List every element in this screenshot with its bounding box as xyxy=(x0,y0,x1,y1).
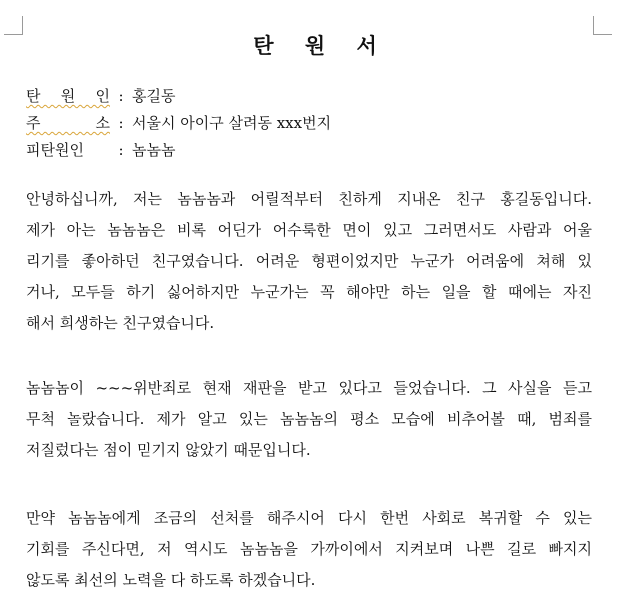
text-line: 거나, 모두들 하기 싫어하지만 누군가는 꼭 해야만 하는 일을 할 때에는 자진 xyxy=(26,283,592,301)
petitioner-value: 홍길동 xyxy=(132,87,176,105)
petition-info-block xyxy=(26,83,331,164)
text-line: 안녕하십니까, 저는 놈놈놈과 어릴적부터 친하게 지내온 친구 홍길동입니다. xyxy=(26,190,592,208)
text-line: 무척 놀랐습니다. 제가 알고 있는 놈놈놈의 평소 모습에 비추어볼 때, 범죄를 xyxy=(26,410,592,428)
petitioner-label: 탄 원 인 xyxy=(26,87,110,105)
text-line: 제가 아는 놈놈놈은 비록 어딘가 어수룩한 면이 있고 그러면서도 사람과 어울 xyxy=(26,221,592,239)
text-line: 놈놈놈이 ~~~위반죄로 현재 재판을 받고 있다고 들었습니다. 그 사실을 듣고 xyxy=(26,379,592,397)
address-value: 서울시 아이구 살려동 xxx번지 xyxy=(132,114,332,132)
body-paragraph-3 xyxy=(26,503,592,596)
respondent-row xyxy=(26,137,331,164)
address-row xyxy=(26,110,331,137)
text-line: 않도록 최선의 노력을 다 하도록 하겠습니다. xyxy=(26,571,316,589)
document-title: 탄 원 서 xyxy=(253,33,389,58)
respondent-value: 놈놈놈 xyxy=(132,141,176,159)
body-paragraph-1 xyxy=(26,184,592,339)
text-line: 저질렀다는 점이 믿기지 않았기 때문입니다. xyxy=(26,441,311,459)
text-line: 기회를 주신다면, 저 역시도 놈놈놈을 가까이에서 지켜보며 나쁜 길로 빠지지 xyxy=(26,540,592,558)
body-paragraph-2 xyxy=(26,373,592,466)
info-separator: : xyxy=(118,87,124,105)
text-line: 리기를 좋아하던 친구였습니다. 어려운 형편이었지만 누군가 어려움에 쳐해 있 xyxy=(26,252,592,270)
text-line: 만약 놈놈놈에게 조금의 선처를 해주시어 다시 한번 사회로 복귀할 수 있는 xyxy=(26,509,592,527)
text-line: 해서 희생하는 친구였습니다. xyxy=(26,314,215,332)
info-separator: : xyxy=(118,114,124,132)
info-separator: : xyxy=(118,141,124,159)
petitioner-row xyxy=(26,83,331,110)
address-label: 주 소 xyxy=(26,114,110,132)
respondent-label: 피탄원인 xyxy=(26,141,84,159)
